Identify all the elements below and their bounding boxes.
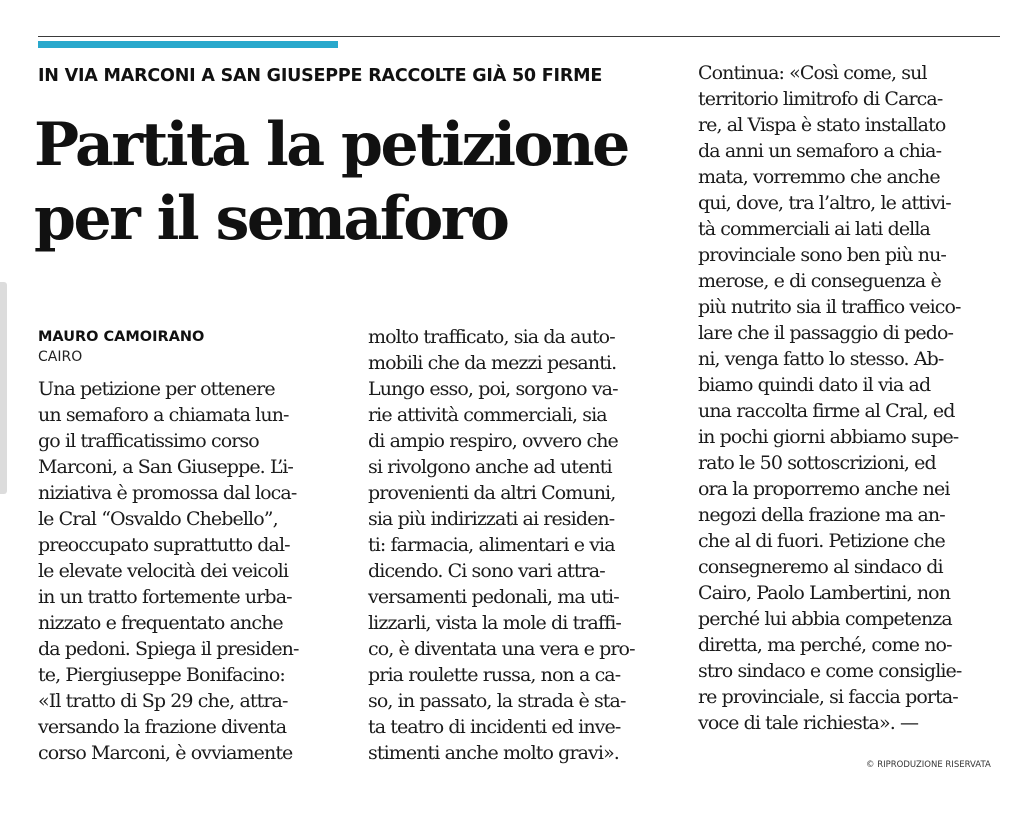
article-line: lizzarli, vista la mole di traffi- bbox=[368, 612, 621, 634]
headline-line: per il semaforo bbox=[34, 184, 508, 254]
article-line: biamo quindi dato il via ad bbox=[698, 374, 931, 396]
article-line: provenienti da altri Comuni, bbox=[368, 482, 616, 504]
article-line: ti: farmacia, alimentari e via bbox=[368, 534, 615, 556]
article-line: territorio limitrofo di Carca- bbox=[698, 88, 943, 110]
article-line: stro sindaco e come consiglie- bbox=[698, 660, 962, 682]
top-rule bbox=[38, 36, 1000, 37]
headline-line: Partita la petizione bbox=[34, 110, 628, 180]
article-line: molto trafficato, sia da auto- bbox=[368, 326, 615, 348]
byline-location: CAIRO bbox=[38, 349, 83, 365]
article-line: tà commerciali ai lati della bbox=[698, 218, 930, 240]
article-line: le elevate velocità dei veicoli bbox=[38, 560, 289, 582]
article-line: rato le 50 sottoscrizioni, ed bbox=[698, 452, 936, 474]
article-line: te, Piergiuseppe Bonifacino: bbox=[38, 664, 285, 686]
article-line: le Cral “Osvaldo Chebello”, bbox=[38, 508, 278, 530]
kicker: IN VIA MARCONI A SAN GIUSEPPE RACCOLTE GIÀ 50 FIRME bbox=[38, 66, 603, 86]
byline-author: MAURO CAMOIRANO bbox=[38, 329, 205, 345]
article-line: mata, vorremmo che anche bbox=[698, 166, 940, 188]
article-line: un semaforo a chiamata lun- bbox=[38, 404, 289, 426]
article-line: rie attività commerciali, sia bbox=[368, 404, 607, 426]
article-line: Marconi, a San Giuseppe. L’i- bbox=[38, 456, 293, 478]
article-line: perché lui abbia competenza bbox=[698, 608, 952, 630]
article-line: versando la frazione diventa bbox=[38, 716, 287, 738]
article-line: voce di tale richiesta». — bbox=[698, 712, 919, 734]
article-line: sia più indirizzati ai residen- bbox=[368, 508, 615, 530]
article-line: niziativa è promossa dal loca- bbox=[38, 482, 297, 504]
article-line: Cairo, Paolo Lambertini, non bbox=[698, 582, 951, 604]
article-line: dicendo. Ci sono vari attra- bbox=[368, 560, 605, 582]
article-line: corso Marconi, è ovviamente bbox=[38, 742, 293, 764]
article-line: Lungo esso, poi, sorgono va- bbox=[368, 378, 618, 400]
article-column-3 bbox=[698, 60, 998, 736]
article-line: ta teatro di incidenti ed inve- bbox=[368, 716, 621, 738]
article-line: si rivolgono anche ad utenti bbox=[368, 456, 612, 478]
article-line: go il trafficatissimo corso bbox=[38, 430, 259, 452]
article-line: qui, dove, tra l’altro, le attivi- bbox=[698, 192, 951, 214]
article-line: re, al Vispa è stato installato bbox=[698, 114, 946, 136]
article-line: Una petizione per ottenere bbox=[38, 378, 275, 400]
article-line: stimenti anche molto gravi». bbox=[368, 742, 619, 764]
article-line: in pochi giorni abbiamo supe- bbox=[698, 426, 959, 448]
article-line: re provinciale, si faccia porta- bbox=[698, 686, 958, 708]
article-line: di ampio respiro, ovvero che bbox=[368, 430, 618, 452]
article-line: ni, venga fatto lo stesso. Ab- bbox=[698, 348, 944, 370]
article-line: nizzato e frequentato anche bbox=[38, 612, 283, 634]
article-line: Continua: «Così come, sul bbox=[698, 62, 927, 84]
article-line: mobili che da mezzi pesanti. bbox=[368, 352, 617, 374]
article-line: ora la proporremo anche nei bbox=[698, 478, 950, 500]
article-column-1 bbox=[38, 376, 336, 766]
article-line: consegneremo al sindaco di bbox=[698, 556, 943, 578]
copyright-notice: © RIPRODUZIONE RISERVATA bbox=[866, 760, 991, 770]
article-line: merose, e di conseguenza è bbox=[698, 270, 941, 292]
article-line: in un tratto fortemente urba- bbox=[38, 586, 292, 608]
article-line: preoccupato suprattutto dal- bbox=[38, 534, 290, 556]
article-column-2 bbox=[368, 324, 666, 766]
article-line: versamenti pedonali, ma uti- bbox=[368, 586, 619, 608]
headline bbox=[34, 108, 684, 256]
accent-bar bbox=[38, 41, 338, 48]
article-line: che al di fuori. Petizione che bbox=[698, 530, 945, 552]
article-line: più nutrito sia il traffico veico- bbox=[698, 296, 961, 318]
article-line: da pedoni. Spiega il presiden- bbox=[38, 638, 299, 660]
article-line: da anni un semaforo a chia- bbox=[698, 140, 942, 162]
article-line: una raccolta firme al Cral, ed bbox=[698, 400, 955, 422]
article-line: negozi della frazione ma an- bbox=[698, 504, 945, 526]
article-line: so, in passato, la strada è sta- bbox=[368, 690, 626, 712]
article-line: diretta, ma perché, come no- bbox=[698, 634, 952, 656]
article-line: «Il tratto di Sp 29 che, attra- bbox=[38, 690, 288, 712]
article-line: lare che il passaggio di pedo- bbox=[698, 322, 954, 344]
article-line: co, è diventata una vera e pro- bbox=[368, 638, 635, 660]
article-line: provinciale sono ben più nu- bbox=[698, 244, 946, 266]
page-edge-shadow bbox=[0, 282, 7, 494]
article-line: pria roulette russa, non a ca- bbox=[368, 664, 621, 686]
